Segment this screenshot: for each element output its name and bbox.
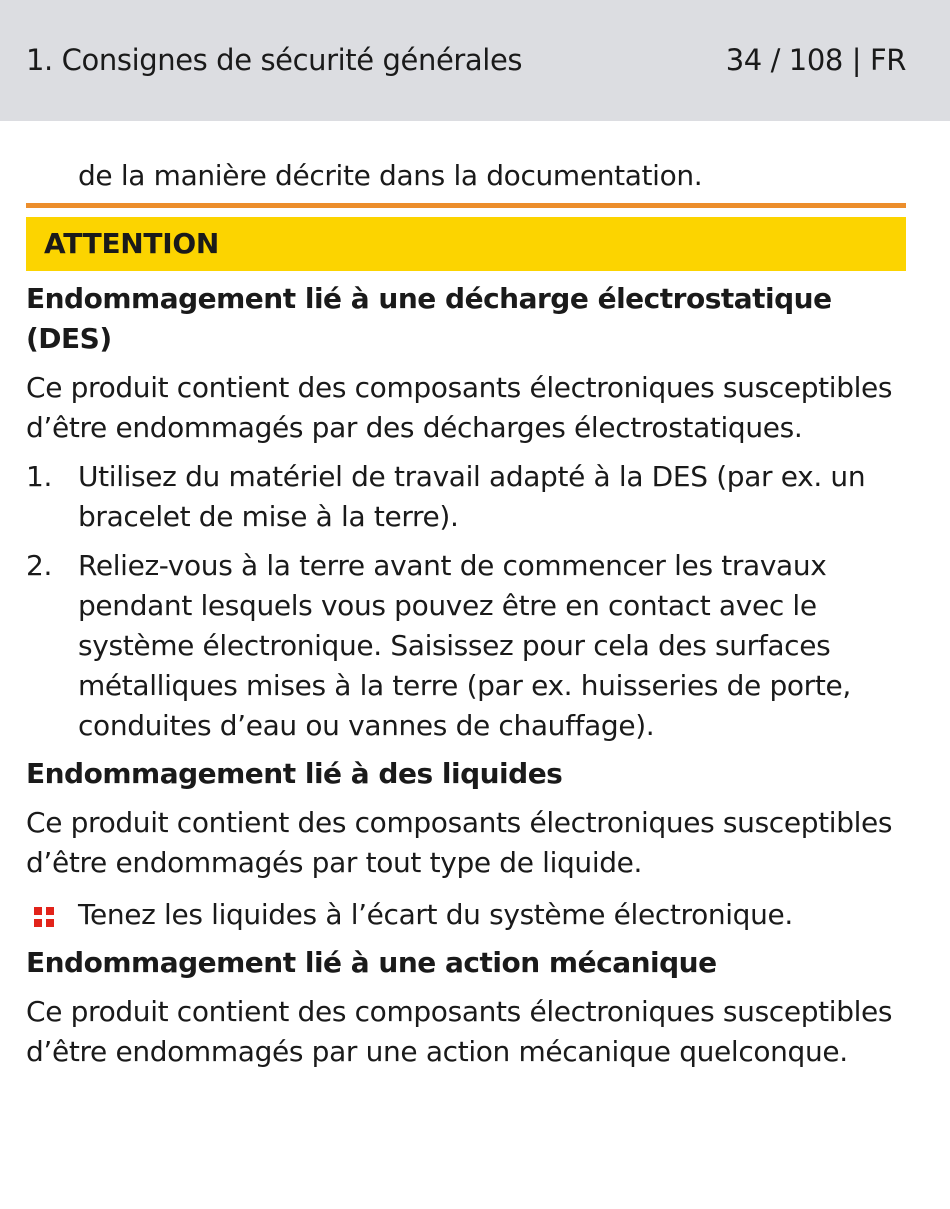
step-number: 1.	[26, 460, 53, 493]
step-text: Reliez-vous à la terre avant de commencer les travaux pendant lesquels vous pouvez être en contact avec le système électronique. Saisissez pour cela des surfaces métalliques mises à la terre (par ex. huisseries de porte, conduites d’eau ou vannes de chauffage).	[78, 549, 851, 742]
list-item	[26, 457, 906, 537]
liquids-heading: Endommagement lié à des liquides	[26, 757, 563, 790]
mechanical-heading: Endommagement lié à une action mécanique	[26, 946, 717, 979]
page-header	[0, 0, 950, 121]
esd-heading: Endommagement lié à une décharge électrostatique (DES)	[26, 282, 832, 355]
continued-paragraph: de la manière décrite dans la documentation.	[78, 159, 703, 192]
attention-banner: ATTENTION	[26, 217, 906, 271]
bullet-text: Tenez les liquides à l’écart du système électronique.	[78, 898, 793, 931]
liquids-body: Ce produit contient des composants électroniques susceptibles d’être endommagés par tout type de liquide.	[26, 806, 893, 879]
list-item	[26, 895, 906, 935]
page-number: 34 / 108 | FR	[725, 43, 906, 77]
red-squares-bullet-icon	[26, 895, 78, 935]
esd-steps	[26, 457, 906, 746]
step-number: 2.	[26, 549, 53, 582]
section-title: 1. Consignes de sécurité générales	[26, 43, 523, 77]
esd-body: Ce produit contient des composants électroniques susceptibles d’être endommagés par des décharges électrostatiques.	[26, 371, 893, 444]
step-text: Utilisez du matériel de travail adapté à la DES (par ex. un bracelet de mise à la terre).	[78, 460, 866, 533]
mechanical-body: Ce produit contient des composants électroniques susceptibles d’être endommagés par une action mécanique quelconque.	[26, 995, 893, 1068]
notice-divider	[26, 203, 906, 208]
list-item	[26, 546, 906, 746]
page-content	[26, 156, 906, 1072]
